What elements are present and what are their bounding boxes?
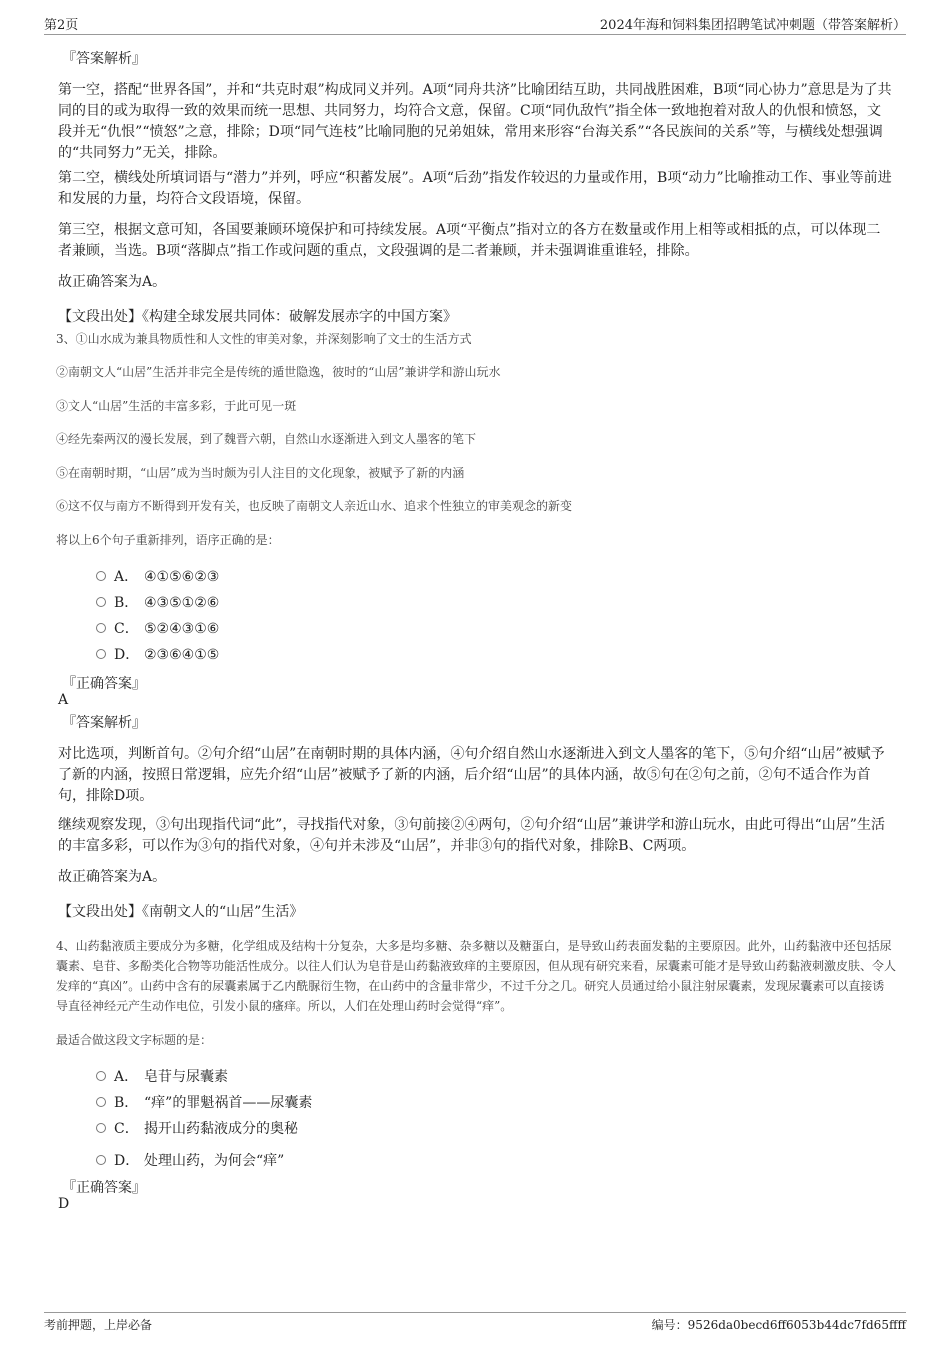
q3-answer-label: 『正确答案』 <box>62 676 146 692</box>
q3-conclusion: 故正确答案为A。 <box>58 869 167 885</box>
page-number: 第2页 <box>44 18 79 33</box>
q3-answer: A <box>58 692 69 708</box>
q3-sentence-4: ④经先秦两汉的漫长发展，到了魏晋六朝，自然山水逐渐进入到文人墨客的笔下 <box>56 432 477 446</box>
q3-analysis-para-1: 对比选项，判断首句。②句介绍“山居”在南朝时期的具体内涵，④句介绍自然山水逐渐进入到文人墨客的笔下，⑤句介绍“山居”被赋予了新的内涵，按照日常逻辑，应先介绍“山居”被赋予了新的内涵，后介绍“山居”的具体内涵，故⑤句在②句之前，②句不适合作为首句，排除D项。 <box>58 746 885 804</box>
document-id: 编号：9526da0becd6ff6053b44dc7fd65ffff <box>651 1318 906 1332</box>
q3-analysis-para-2: 继续观察发现，③句出现指代词“此”，寻找指代对象，③句前接②④两句，②句介绍“山居”兼讲学和游山玩水，由此可得出“山居”生活的丰富多彩，可以作为③句的指代对象，④句并未涉及“山居”，并非③句的指代对象，排除B、C两项。 <box>58 817 885 854</box>
q2-analysis-para-1: 第一空，搭配“世界各国”，并和“共克时艰”构成同义并列。A项“同舟共济”比喻团结互助，共同战胜困难，B项“同心协力”意思是为了共同的目的或为取得一致的效果而统一思想、共同努力，均符合文意，保留。C项“同仇敌忾”指全体一致地抱着对敌人的仇恨和愤怒，文段并无“仇恨”“愤怒”之意，排除；D项“同气连枝”比喻同胞的兄弟姐妹，常用来形容“台海关系”“各民族间的关系”等，与横线处想强调的“共同努力”无关，排除。 <box>58 82 892 161</box>
q3-sentence-2: ②南朝文人“山居”生活并非完全是传统的遁世隐逸，彼时的“山居”兼讲学和游山玩水 <box>56 365 501 379</box>
q3-sentence-6: ⑥这不仅与南方不断得到开发有关，也反映了南朝文人亲近山水、追求个性独立的审美观念的新变 <box>56 499 573 513</box>
q2-source: 【文段出处】《构建全球发展共同体：破解发展赤字的中国方案》 <box>58 309 457 325</box>
radio-icon[interactable] <box>96 623 106 633</box>
q3-source: 【文段出处】《南朝文人的“山居”生活》 <box>58 904 304 920</box>
radio-icon[interactable] <box>96 1071 106 1081</box>
q2-analysis-para-2: 第二空，横线处所填词语与“潜力”并列，呼应“积蓄发展”。A项“后劲”指发作较迟的力量或作用，B项“动力”比喻推动工作、事业等前进和发展的力量，均符合文段语境，保留。 <box>58 170 892 207</box>
radio-icon[interactable] <box>96 1097 106 1107</box>
radio-icon[interactable] <box>96 597 106 607</box>
q3-option-b[interactable]: B． ④③⑤①②⑥ <box>96 592 219 612</box>
q3-stem: 3、①山水成为兼具物质性和人文性的审美对象，并深刻影响了文士的生活方式 <box>56 332 472 346</box>
q4-answer: D <box>58 1196 70 1212</box>
radio-icon[interactable] <box>96 1155 106 1165</box>
radio-icon[interactable] <box>96 1123 106 1133</box>
q3-sentence-5: ⑤在南朝时期，“山居”成为当时颇为引人注目的文化现象，被赋予了新的内涵 <box>56 466 465 480</box>
q4-option-a[interactable]: A． 皂苷与尿囊素 <box>96 1066 228 1086</box>
q4-option-b[interactable]: B． “痒”的罪魁祸首——尿囊素 <box>96 1092 312 1112</box>
radio-icon[interactable] <box>96 649 106 659</box>
q4-answer-label: 『正确答案』 <box>62 1180 146 1196</box>
radio-icon[interactable] <box>96 571 106 581</box>
q3-option-a[interactable]: A． ④①⑤⑥②③ <box>96 566 219 586</box>
q3-option-c[interactable]: C． ⑤②④③①⑥ <box>96 618 219 638</box>
document-title: 2024年海和饲料集团招聘笔试冲刺题（带答案解析） <box>599 18 906 33</box>
q4-option-d[interactable]: D． 处理山药，为何会“痒” <box>96 1150 284 1170</box>
q2-analysis-para-3: 第三空，根据文意可知，各国要兼顾环境保护和可持续发展。A项“平衡点”指对立的各方在数量或作用上相等或相抵的点，可以体现二者兼顾，当选。B项“落脚点”指工作或问题的重点，文段强调的是二者兼顾，并未强调谁重谁轻，排除。 <box>58 222 881 259</box>
q3-prompt: 将以上6个句子重新排列，语序正确的是： <box>56 533 280 547</box>
q2-analysis-label: 『答案解析』 <box>62 51 146 67</box>
q3-sentence-3: ③文人“山居”生活的丰富多彩，于此可见一斑 <box>56 399 297 413</box>
q2-conclusion: 故正确答案为A。 <box>58 274 167 290</box>
q4-prompt: 最适合做这段文字标题的是： <box>56 1033 213 1047</box>
q3-analysis-label: 『答案解析』 <box>62 715 146 731</box>
page-header <box>44 12 906 35</box>
footer-slogan: 考前押题，上岸必备 <box>44 1318 153 1332</box>
q4-stem: 4、山药黏液质主要成分为多糖，化学组成及结构十分复杂，大多是均多糖、杂多糖以及糖蛋白，是导致山药表面发黏的主要原因。此外，山药黏液中还包括尿囊素、皂苷、多酚类化合物等功能活性成分。以往人们认为皂苷是山药黏液致痒的主要原因，但从现有研究来看，尿囊素可能才是导致山药黏液刺激皮肤、令人发痒的“真凶”。山药中含有的尿囊素属于乙内酰脲衍生物，在山药中的含量非常少，不过千分之几。研究人员通过给小鼠注射尿囊素，发现尿囊素可以直接诱导直径神经元产生动作电位，引发小鼠的瘙痒。所以，人们在处理山药时会觉得“痒”。 <box>56 939 897 1013</box>
q3-option-d[interactable]: D． ②③⑥④①⑤ <box>96 644 219 664</box>
page-footer <box>44 1312 906 1337</box>
q4-option-c[interactable]: C． 揭开山药黏液成分的奥秘 <box>96 1118 298 1138</box>
